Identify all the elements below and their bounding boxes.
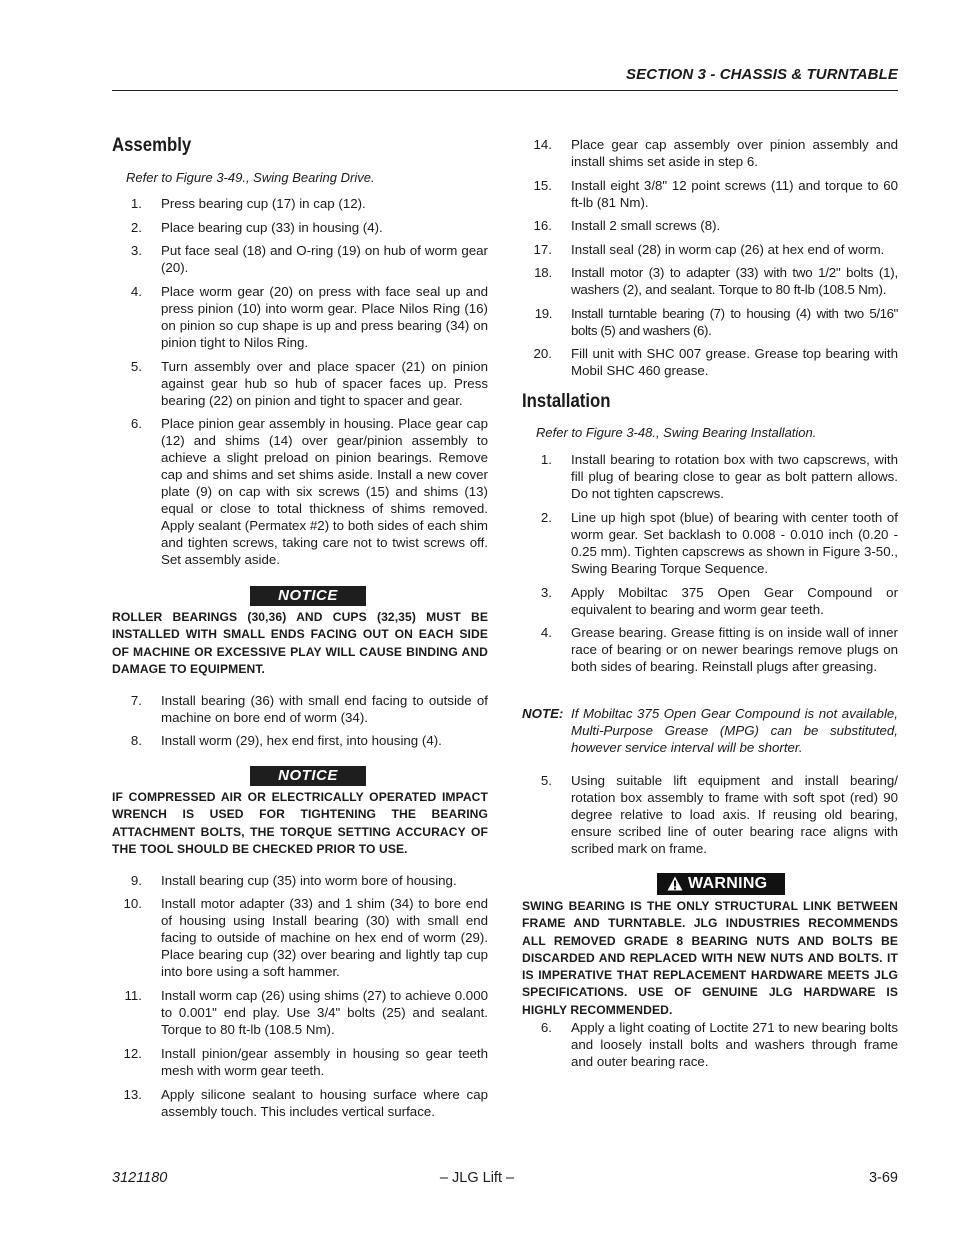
step-5	[112, 358, 488, 409]
document-number: 3121180	[112, 1170, 168, 1186]
step-text: Place gear cap assembly over pinion assembly and install shims set aside in step 6.	[571, 137, 898, 169]
step-number: 12.	[123, 1046, 142, 1061]
step-number: 6.	[540, 1020, 552, 1035]
step-number: 3.	[130, 243, 142, 258]
step-number: 10.	[123, 896, 142, 911]
step-number: 5.	[130, 359, 142, 374]
step-9	[112, 872, 488, 889]
step-number: 6.	[130, 416, 142, 431]
step-12	[112, 1045, 488, 1079]
step-18	[522, 264, 898, 298]
note	[522, 705, 898, 756]
step-number: 16.	[533, 218, 552, 233]
step-2	[112, 219, 488, 236]
step-number: 18.	[534, 265, 552, 280]
step-number: 4.	[130, 284, 142, 299]
step-number: 2.	[540, 510, 552, 525]
step-text: Place pinion gear assembly in housing. Place gear cap (12) and shims (14) over gear/pinion assembly to achieve a slight preload on pinion bearings. Remove cap and shims and set shims aside. Install a new cover plate (9) on cap with six screws (15) and shims (13) equal or close to total thickness of shims removed. Apply sealant (Permatex #2) to both sides of each shim and tighten screws, taking care not to twist screws off. Set assembly aside.	[161, 416, 488, 567]
install-step-2	[522, 509, 898, 577]
install-step-3	[522, 584, 898, 618]
step-19	[522, 305, 898, 339]
page-number: 3-69	[868, 1170, 898, 1186]
install-step-4	[522, 624, 898, 692]
step-text: Install eight 3/8" 12 point screws (11) and torque to 60 ft-lb (81 Nm).	[571, 178, 898, 210]
step-number: 20.	[533, 346, 552, 361]
note-text: If Mobiltac 375 Open Gear Compound is not available, Multi-Purpose Grease (MPG) can be substituted, however service interval will be shorter.	[571, 706, 898, 755]
step-text: Fill unit with SHC 007 grease. Grease top bearing with Mobil SHC 460 grease.	[571, 346, 898, 378]
step-16	[522, 217, 898, 234]
step-text: Place bearing cup (33) in housing (4).	[161, 220, 383, 235]
step-text: Apply Mobiltac 375 Open Gear Compound or equivalent to bearing and worm gear teeth.	[571, 585, 898, 617]
step-text: Install bearing (36) with small end facing to outside of machine on bore end of worm (34).	[161, 693, 488, 725]
page-header	[112, 64, 898, 91]
step-13	[112, 1086, 488, 1120]
notice-badge: NOTICE	[250, 766, 366, 786]
step-number: 11.	[124, 988, 142, 1003]
step-number: 8.	[130, 733, 142, 748]
step-text: Install motor adapter (33) and 1 shim (34) to bore end of housing using Install bearing (30) with small end facing to outside of machine on hex end of worm (29). Place bearing cup (32) over bearing and lightly tap cup into bore using a soft hammer.	[161, 896, 488, 979]
step-number: 19.	[534, 306, 552, 321]
note-label: NOTE:	[522, 706, 564, 721]
installation-heading: Installation	[522, 390, 611, 412]
step-14	[522, 136, 898, 170]
install-step-1	[522, 451, 898, 502]
step-text: Install worm (29), hex end first, into housing (4).	[161, 733, 442, 748]
step-number: 14.	[533, 137, 552, 152]
step-text: Install motor (3) to adapter (33) with two 1/2" bolts (1), washers (2), and sealant. Torque to 80 ft-lb (108.5 Nm).	[571, 265, 898, 297]
step-text: Install pinion/gear assembly in housing so gear teeth mesh with worm gear teeth.	[161, 1046, 488, 1078]
step-text: Turn assembly over and place spacer (21) on pinion against gear hub so hub of spacer faces up. Press bearing (22) on pinion and tight to spacer and gear.	[161, 359, 488, 408]
step-10	[112, 895, 488, 980]
step-8	[112, 732, 488, 749]
assembly-heading: Assembly	[112, 134, 192, 156]
step-3	[112, 242, 488, 276]
step-number: 1.	[130, 196, 142, 211]
step-1	[112, 195, 488, 212]
notice-badge: NOTICE	[250, 586, 366, 606]
step-7	[112, 692, 488, 726]
warning-triangle-icon	[667, 876, 683, 891]
step-number: 5.	[540, 773, 552, 788]
step-number: 7.	[130, 693, 142, 708]
step-text: Install seal (28) in worm cap (26) at hex end of worm.	[571, 242, 885, 257]
step-text: Line up high spot (blue) of bearing with center tooth of worm gear. Set backlash to 0.008 - 0.010 inch (0.20 - 0.25 mm). Tighten capscrews as shown in Figure 3-50., Swing Bearing Torque Sequence.	[571, 510, 898, 576]
step-text: Install bearing cup (35) into worm bore of housing.	[161, 873, 457, 888]
assembly-reference: Refer to Figure 3-49., Swing Bearing Drive.	[126, 170, 375, 185]
step-text: Put face seal (18) and O-ring (19) on hub of worm gear (20).	[161, 243, 488, 275]
step-17	[522, 241, 898, 258]
step-text: Install 2 small screws (8).	[571, 218, 721, 233]
installation-reference: Refer to Figure 3-48., Swing Bearing Installation.	[536, 425, 817, 440]
step-text: Apply silicone sealant to housing surface where cap assembly touch. This includes vertical surface.	[161, 1087, 488, 1119]
step-number: 4.	[540, 625, 552, 640]
step-text: Apply a light coating of Loctite 271 to new bearing bolts and loosely install bolts and washers through frame and outer bearing race.	[571, 1020, 898, 1069]
step-text: Install worm cap (26) using shims (27) to achieve 0.000 to 0.001" end play. Use 3/4" bolts (25) and sealant. Torque to 80 ft-lb (108.5 Nm).	[161, 988, 488, 1037]
step-number: 15.	[533, 178, 552, 193]
install-step-5	[522, 772, 898, 857]
step-20	[522, 345, 898, 379]
step-text: Place worm gear (20) on press with face seal up and press pinion (10) into worm gear. Place Nilos Ring (16) on pinion so cup shape is up and press bearing (34) on pinion tight to Nilos Ring.	[161, 284, 488, 350]
step-text: Install turntable bearing (7) to housing (4) with two 5/16" bolts (5) and washers (6).	[571, 306, 898, 338]
step-text: Grease bearing. Grease fitting is on inside wall of inner race of bearing or on newer bearings remove plugs on both sides of bearing. Reinstall plugs after greasing.	[571, 625, 898, 674]
step-text: Press bearing cup (17) in cap (12).	[161, 196, 366, 211]
notice-text: ROLLER BEARINGS (30,36) AND CUPS (32,35) MUST BE INSTALLED WITH SMALL ENDS FACING OUT ON EACH SIDE OF MACHINE OR EXCESSIVE PLAY WILL CAUSE BINDING AND DAMAGE TO EQUIPMENT.	[112, 610, 488, 676]
step-number: 17.	[533, 242, 552, 257]
step-number: 3.	[540, 585, 552, 600]
section-title: SECTION 3 - CHASSIS & TURNTABLE	[625, 66, 898, 83]
warning-label: WARNING	[688, 875, 768, 892]
step-6	[112, 415, 488, 568]
footer-brand: – JLG Lift –	[439, 1170, 515, 1186]
step-text: Install bearing to rotation box with two capscrews, with fill plug of bearing close to gear as bolt pattern allows. Do not tighten capscrews.	[571, 452, 898, 501]
step-11	[112, 987, 488, 1038]
install-step-6	[522, 1019, 898, 1070]
step-number: 13.	[123, 1087, 142, 1102]
step-number: 1.	[540, 452, 552, 467]
step-number: 2.	[130, 220, 142, 235]
warning-badge	[657, 873, 785, 895]
step-4	[112, 283, 488, 351]
step-number: 9.	[130, 873, 142, 888]
step-15	[522, 177, 898, 211]
step-text: Using suitable lift equipment and install bearing/ rotation box assembly to frame with soft spot (red) 90 degree relative to load axis. If reusing old bearing, ensure scribed line of outer bearing race aligns with scribed mark on frame.	[571, 773, 898, 856]
warning-text: SWING BEARING IS THE ONLY STRUCTURAL LINK BETWEEN FRAME AND TURNTABLE. JLG INDUSTRIES RECOMMENDS ALL REMOVED GRADE 8 BEARING NUTS AND BOLTS BE DISCARDED AND REPLACED WITH NEW NUTS AND BOLTS. IT IS IMPERATIVE THAT REPLACEMENT HARDWARE MEETS JLG SPECIFICATIONS. USE OF GENUINE JLG HARDWARE IS HIGHLY RECOMMENDED.	[522, 899, 898, 1017]
notice-text: IF COMPRESSED AIR OR ELECTRICALLY OPERATED IMPACT WRENCH IS USED FOR TIGHTENING THE BEARING ATTACHMENT BOLTS, THE TORQUE SETTING ACCURACY OF THE TOOL SHOULD BE CHECKED PRIOR TO USE.	[112, 790, 488, 856]
